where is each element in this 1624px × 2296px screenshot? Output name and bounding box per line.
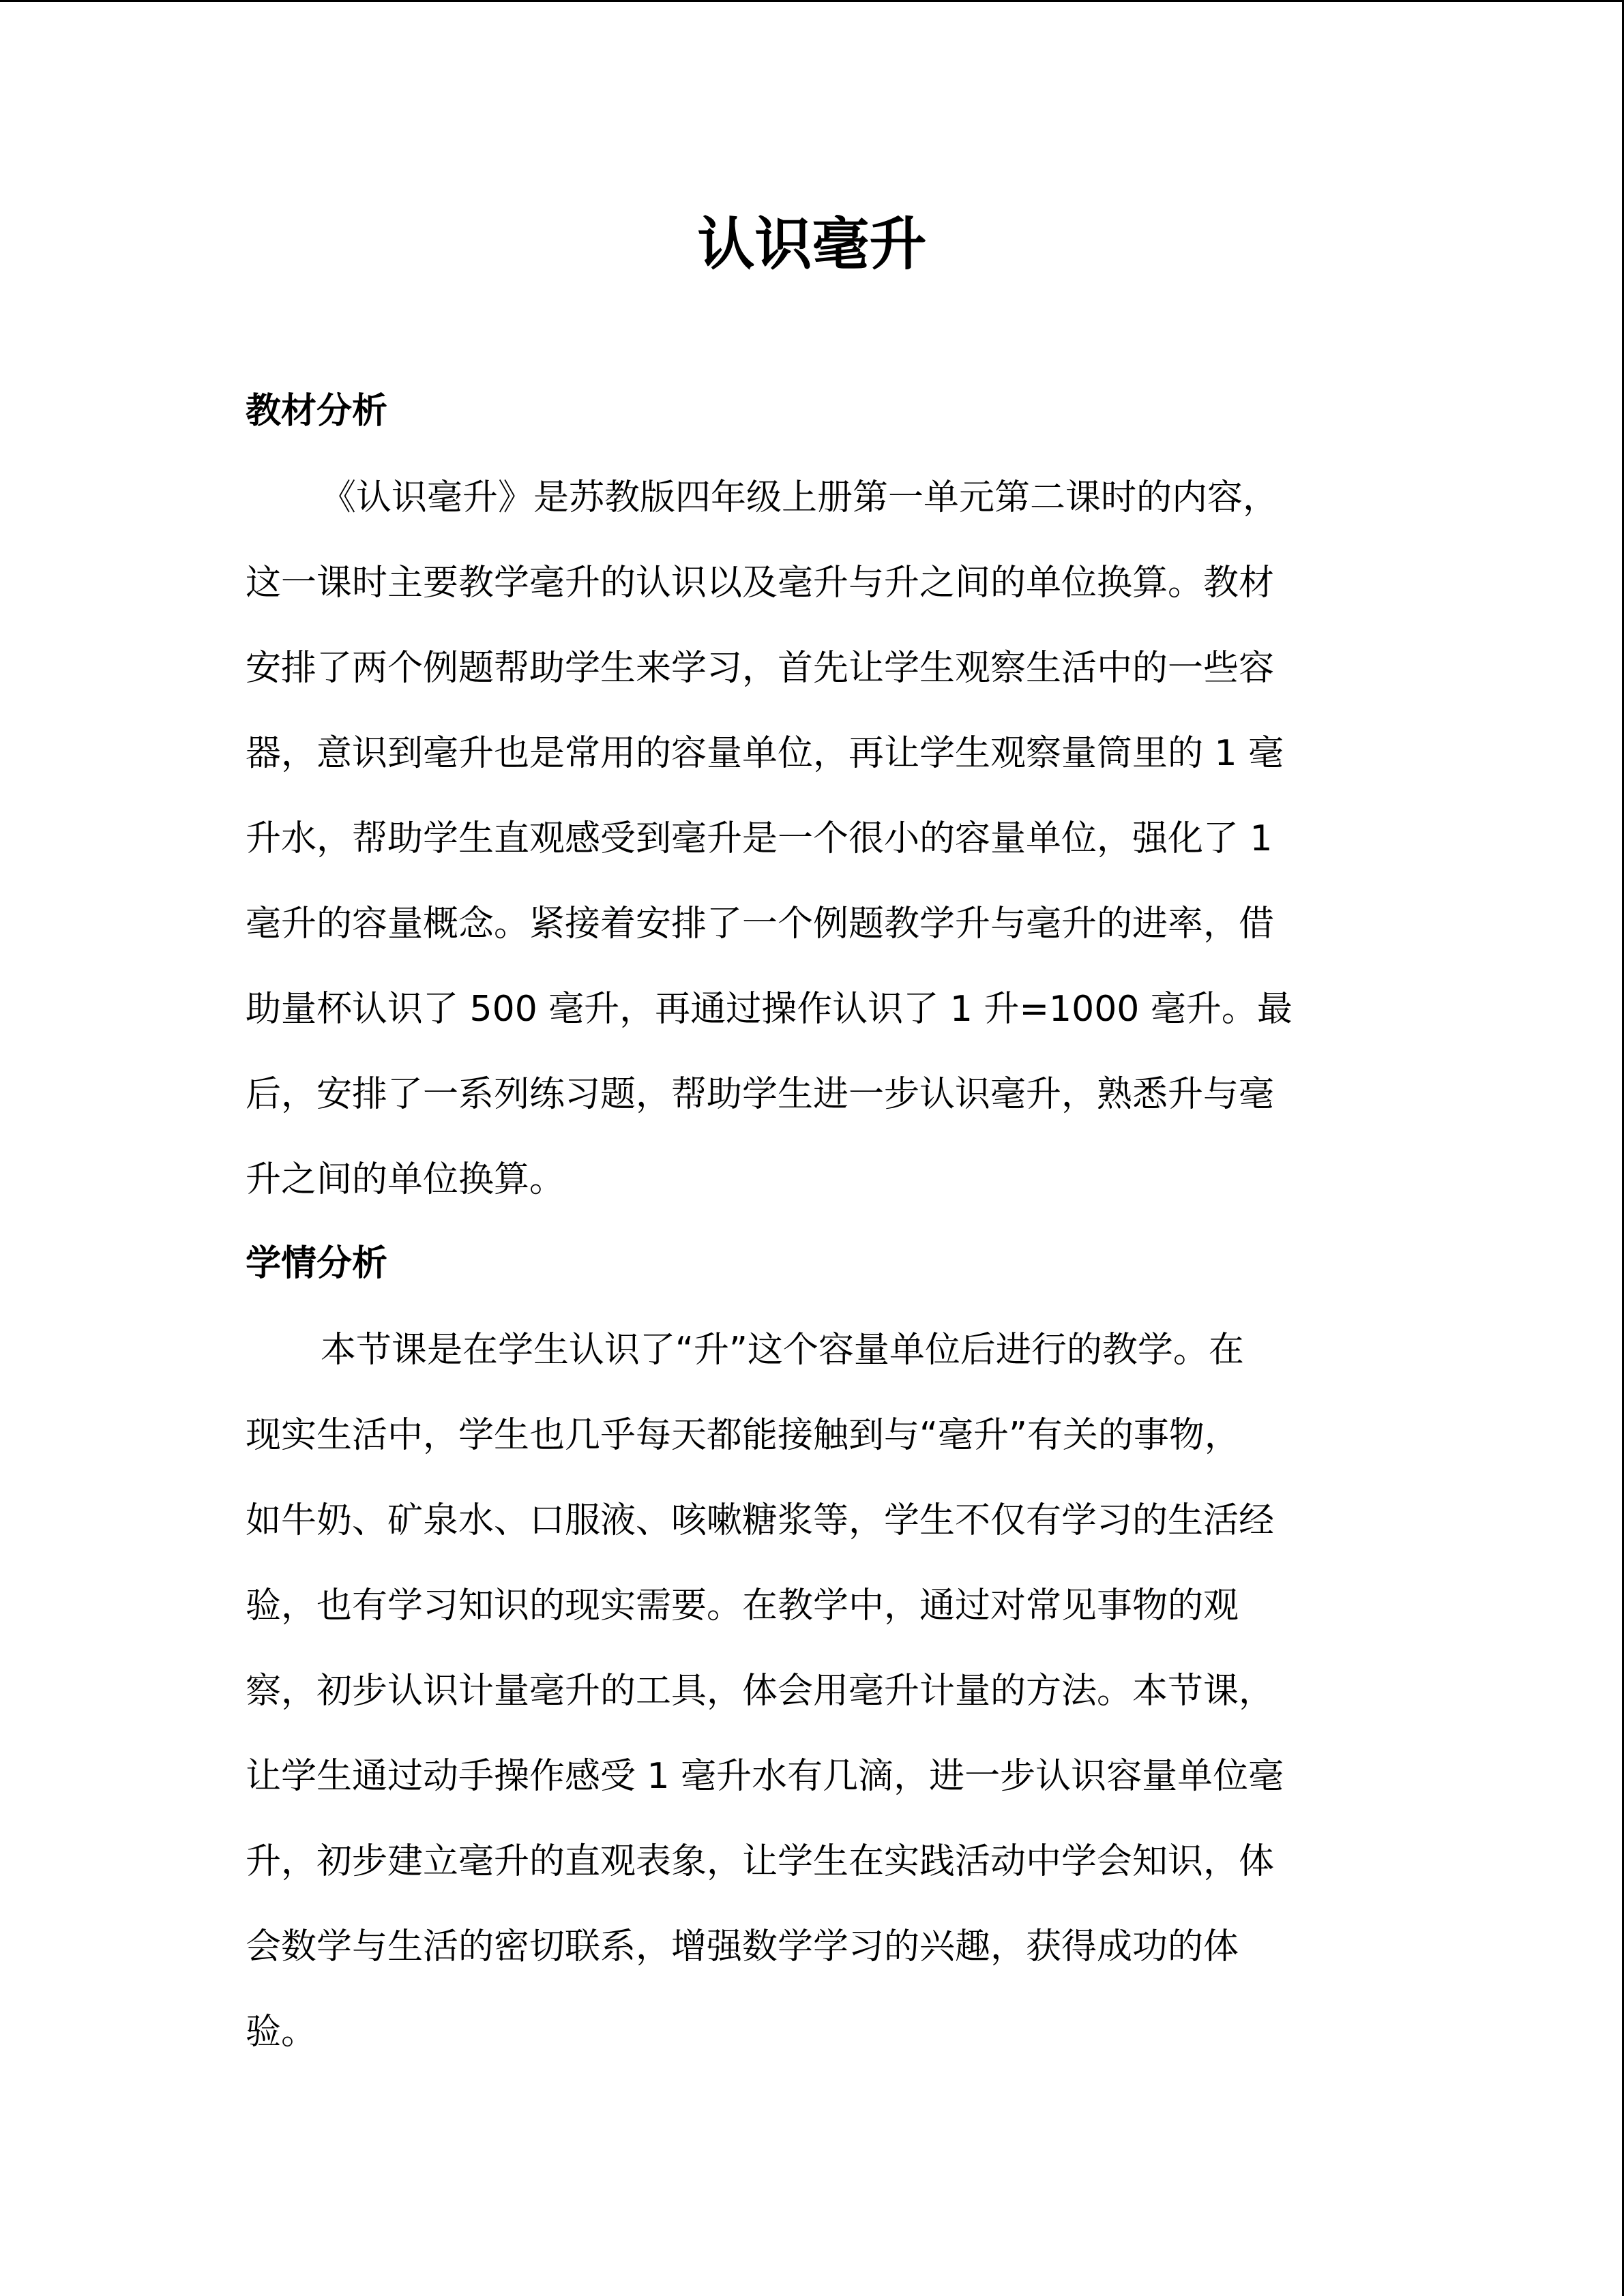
page-title: 认识毫升 <box>697 211 927 278</box>
text-line: 《认识毫升》是苏教版四年级上册第一单元第二课时的内容， <box>321 477 1279 518</box>
text-line: 安排了两个例题帮助学生来学习，首先让学生观察生活中的一些容 <box>246 648 1275 689</box>
text-line: 现实生活中，学生也几乎每天都能接触到与“毫升”有关的事物， <box>246 1415 1240 1456</box>
section-body-learner-analysis <box>246 1308 1357 2075</box>
section-body-textbook-analysis <box>246 456 1357 1223</box>
text-line: 验，也有学习知识的现实需要。在教学中，通过对常见事物的观 <box>246 1585 1239 1626</box>
text-line: 升，初步建立毫升的直观表象，让学生在实践活动中学会知识，体 <box>246 1841 1275 1882</box>
text-line: 后，安排了一系列练习题，帮助学生进一步认识毫升，熟悉升与毫 <box>246 1074 1275 1115</box>
text-line: 如牛奶、矿泉水、口服液、咳嗽糖浆等，学生不仅有学习的生活经 <box>246 1500 1275 1541</box>
section-heading-learner-analysis: 学情分析 <box>246 1243 388 1284</box>
section-heading-textbook-analysis: 教材分析 <box>246 391 388 432</box>
text-line: 验。 <box>246 2012 317 2053</box>
text-line: 察，初步认识计量毫升的工具，体会用毫升计量的方法。本节课， <box>246 1671 1275 1712</box>
text-line: 本节课是在学生认识了“升”这个容量单位后进行的教学。在 <box>321 1330 1244 1371</box>
text-line: 会数学与生活的密切联系，增强数学学习的兴趣，获得成功的体 <box>246 1926 1239 1967</box>
text-line: 器，意识到毫升也是常用的容量单位，再让学生观察量筒里的 1 毫 <box>246 733 1284 774</box>
text-line: 让学生通过动手操作感受 1 毫升水有几滴，进一步认识容量单位毫 <box>246 1756 1284 1797</box>
text-line: 升水，帮助学生直观感受到毫升是一个很小的容量单位，强化了 1 <box>246 818 1273 859</box>
text-line: 这一课时主要教学毫升的认识以及毫升与升之间的单位换算。教材 <box>246 563 1275 603</box>
text-line: 助量杯认识了 500 毫升，再通过操作认识了 1 升=1000 毫升。最 <box>246 989 1293 1030</box>
text-line: 升之间的单位换算。 <box>246 1159 565 1200</box>
text-line: 毫升的容量概念。紧接着安排了一个例题教学升与毫升的进率，借 <box>246 904 1275 944</box>
